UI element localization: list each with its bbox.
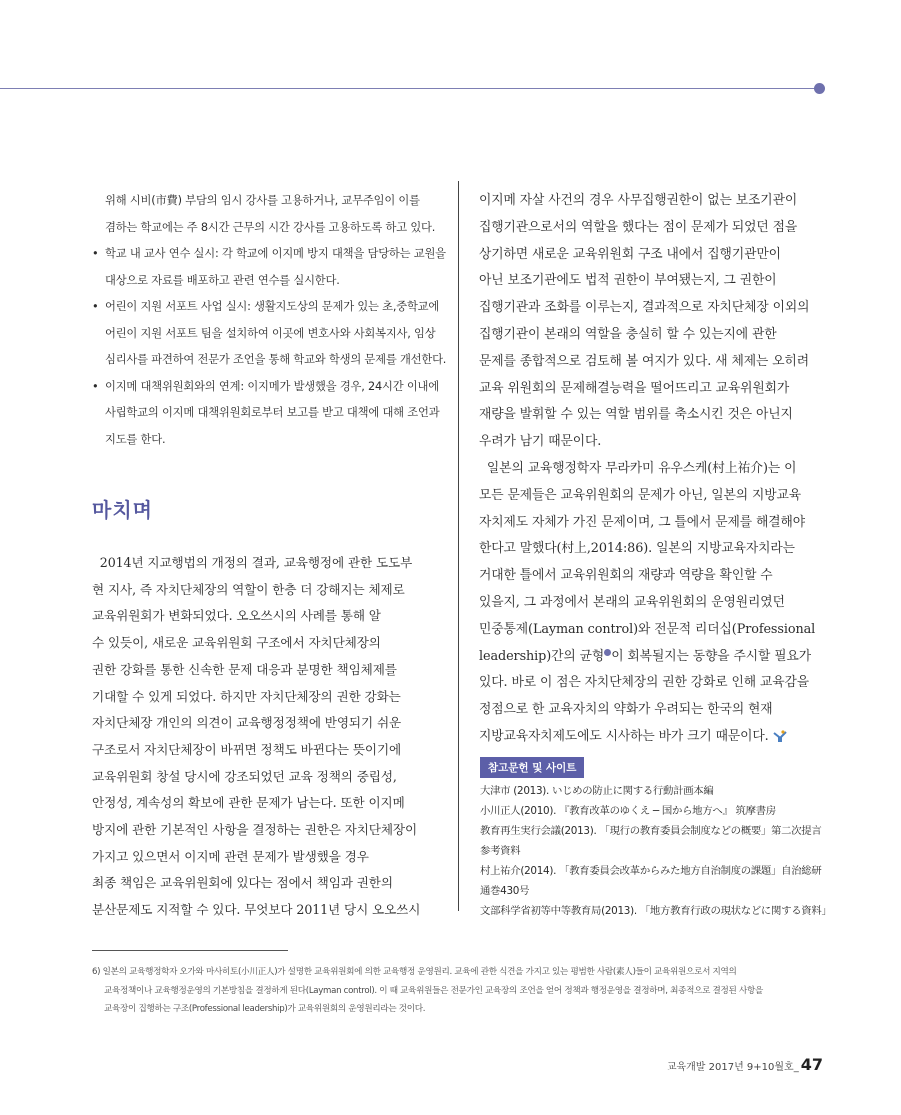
right-body-text	[479, 188, 824, 751]
body-line: 가지고 있으면서 이지메 관련 문제가 발생했을 경우	[92, 848, 369, 864]
footnote-line: 6) 일본의 교육행정학자 오가와 마사히토(小川正人)가 설명한 교육위원회에 의한 교육행정 운영원리. 교육에 관한 식견을 가지고 있는 평범한 사람(素人)들이 교육위원으로서 지역의	[92, 967, 737, 977]
footnote-line: 교육장이 집행하는 구조(Professional leadership)가 교육위원회의 운영원리라는 것이다.	[104, 1004, 426, 1014]
footnote-line: 교육정책이나 교육행정운영의 기본방침을 결정하게 된다(Layman control). 이 때 교육위원들은 전문가인 교육장의 조언을 얻어 정책과 행정운영을 결정하며, 최종적으로 결정된 사항을	[104, 985, 763, 996]
reference-item: 小川正人(2010). 『教育改革のゆくえ ─ 国から地方へ』 筑摩書房	[480, 805, 776, 817]
references-list	[480, 781, 832, 921]
body-line: 집행기관과 조화를 이루는지, 결과적으로 자치단체장 이외의	[479, 300, 810, 316]
body-line: 교육위원회 창설 당시에 강조되었던 교육 정책의 중립성,	[92, 768, 397, 784]
body-line: 교육위원회가 변화되었다. 오오쓰시의 사례를 통해 알	[92, 608, 381, 624]
section-title: 마치며	[92, 498, 153, 522]
body-line: 일본의 교육행정학자 무라카미 유우스케(村上祐介)는 이	[479, 460, 797, 476]
body-line: 방지에 관한 기본적인 사항을 결정하는 권한은 자치단체장이	[92, 822, 418, 838]
body-line: 권한 강화를 통한 신속한 문제 대응과 분명한 책임체제를	[92, 661, 397, 677]
bullet-line-9: 지도를 한다.	[105, 432, 166, 446]
body-line: 집행기관으로서의 역할을 했다는 점이 문제가 되었던 점을	[479, 219, 798, 235]
body-line-last	[479, 724, 824, 751]
bullet-list	[92, 188, 447, 453]
footnote-ref-before: leadership)간의 균형	[479, 648, 605, 664]
header-rule	[0, 88, 817, 89]
body-line: 2014년 지교행법의 개정의 결과, 교육행정에 관한 도도부	[92, 555, 413, 570]
body-line: 자치단체장 개인의 의견이 교육행정정책에 반영되기 쉬운	[92, 715, 402, 731]
footnote	[92, 963, 832, 1019]
body-line: 민중통제(Layman control)와 전문적 리더십(Professional	[479, 621, 816, 637]
body-line: 정점으로 한 교육자치의 약화가 우려되는 한국의 현재	[479, 702, 773, 718]
footnote-ref-after: 이 회복될지는 동향을 주시할 필요가	[611, 648, 811, 664]
bullet-line-3: 대상으로 자료를 배포하고 관련 연수를 실시한다.	[105, 273, 340, 287]
body-line: 한다고 말했다(村上,2014:86). 일본의 지방교육자치라는	[479, 541, 795, 557]
body-line: 아닌 보조기관에도 법적 권한이 부여됐는지, 그 권한이	[479, 273, 777, 289]
bullet-line-8: 사립학교의 이지메 대책위원회로부터 보고를 받고 대책에 대해 조언과	[105, 406, 440, 419]
magazine-end-mark-icon	[773, 730, 787, 742]
body-line: 문제를 종합적으로 검토해 볼 여지가 있다. 새 체제는 오히려	[479, 353, 809, 369]
bullet-line-6: 심리사를 파견하여 전문가 조언을 통해 학교와 학생의 문제를 개선한다.	[105, 353, 447, 366]
bullet-line-5: 어린이 지원 서포트 팀을 설치하여 이곳에 변호사와 사회복지사, 임상	[105, 326, 436, 340]
body-line: 있다. 바로 이 점은 자치단체장의 권한 강화로 인해 교육감을	[479, 675, 809, 691]
reference-item: 通巻430号	[480, 885, 530, 897]
body-line: 최종 책임은 교육위원회에 있다는 점에서 책임과 권한의	[92, 875, 393, 891]
body-line: 자치제도 자체가 가진 문제이며, 그 틀에서 문제를 해결해야	[479, 514, 806, 530]
page-footer	[667, 1055, 823, 1074]
reference-item: 村上祐介(2014). 「教育委員会改革からみた地方自治制度の課題」自治総研	[480, 865, 822, 877]
footnote-rule	[92, 950, 288, 951]
body-line-footnote-ref	[479, 644, 824, 671]
body-line: 집행기관이 본래의 역할을 충실히 할 수 있는지에 관한	[479, 326, 777, 342]
column-divider	[458, 181, 459, 911]
body-line: 구조로서 자치단체장이 바뀌면 정책도 바뀐다는 뜻이기에	[92, 741, 402, 757]
issue-label: 교육개발 2017년 9+10월호_	[666, 1062, 799, 1073]
header-rule-dot	[814, 83, 825, 94]
last-line-text: 지방교육자치제도에도 시사하는 바가 크기 때문이다.	[479, 728, 769, 744]
body-line: 재량을 발휘할 수 있는 역할 범위를 축소시킨 것은 아닌지	[479, 407, 793, 423]
bullet-line-0: 위해 시비(市費) 부담의 임시 강사를 고용하거나, 교무주임이 이를	[105, 194, 420, 207]
bullet-line-1: 겸하는 학교에는 주 8시간 근무의 시간 강사를 고용하도록 하고 있다.	[105, 220, 436, 234]
page-number: 47	[800, 1055, 823, 1074]
references-label: 참고문헌 및 사이트	[480, 757, 584, 778]
body-line: 수 있듯이, 새로운 교육위원회 구조에서 자치단체장의	[92, 635, 381, 651]
reference-item: 参考資料	[480, 845, 521, 857]
body-line: 상기하면 새로운 교육위원회 구조 내에서 집행기관만이	[479, 246, 781, 262]
reference-item: 大津市 (2013). いじめの防止に関する行動計画本編	[480, 785, 714, 797]
body-line: 우려가 남기 때문이다.	[479, 434, 602, 450]
body-line: 안정성, 계속성의 확보에 관한 문제가 남는다. 또한 이지메	[92, 795, 405, 811]
body-line: 기대할 수 있게 되었다. 하지만 자치단체장의 권한 강화는	[92, 688, 401, 704]
body-line: 분산문제도 지적할 수 있다. 무엇보다 2011년 당시 오오쓰시	[92, 902, 421, 918]
body-line: 이지메 자살 사건의 경우 사무집행권한이 없는 보조기관이	[479, 193, 798, 208]
body-line: 모든 문제들은 교육위원회의 문제가 아닌, 일본의 지방교육	[479, 487, 802, 503]
left-body-text	[92, 550, 444, 924]
reference-item: 文部科学省初等中等教育局(2013). 「地方教育行政の現状などに関する資料」	[480, 905, 832, 917]
body-line: 있을지, 그 과정에서 본래의 교육위원회의 운영원리였던	[479, 594, 785, 610]
bullet-line-2: • 학교 내 교사 연수 실시: 각 학교에 이지메 방지 대책을 담당하는 교원을	[92, 241, 444, 268]
bullet-line-4: • 어린이 지원 서포트 사업 실시: 생활지도상의 문제가 있는 초,중학교에	[92, 294, 444, 321]
body-line: 현 지사, 즉 자치단체장의 역할이 한층 더 강해지는 체제로	[92, 581, 405, 597]
bullet-line-7: • 이지메 대책위원회와의 연계: 이지메가 발생했을 경우, 24시간 이내에	[92, 374, 444, 401]
body-line: 교육 위원회의 문제해결능력을 떨어뜨리고 교육위원회가	[479, 380, 790, 396]
body-line: 거대한 틀에서 교육위원회의 재량과 역량을 확인할 수	[479, 568, 773, 584]
reference-item: 教育再生実行会議(2013). 「現行の教育委員会制度などの概要」第二次提言	[480, 825, 822, 837]
